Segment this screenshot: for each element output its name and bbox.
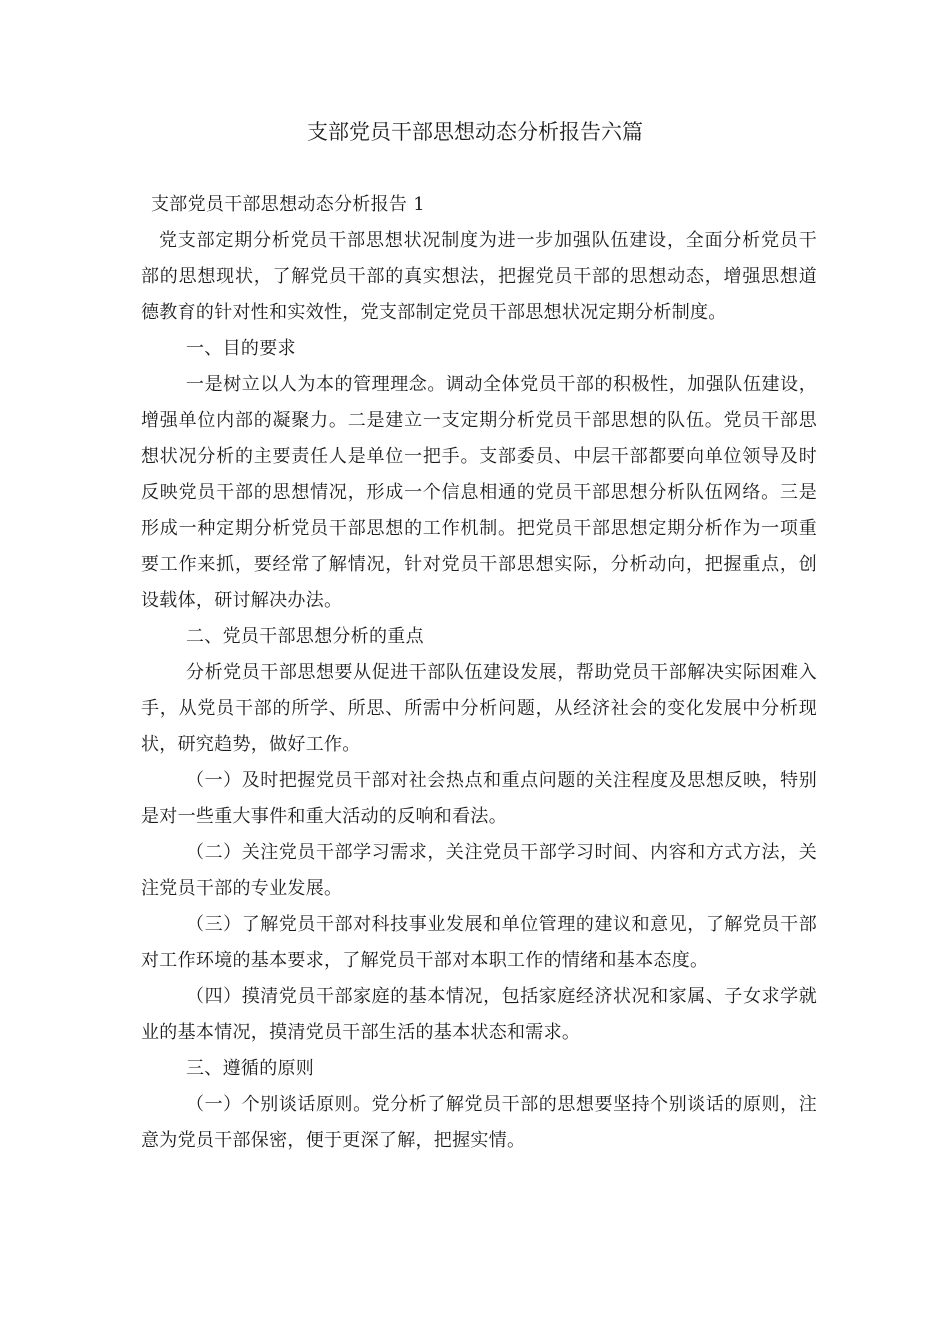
paragraph-focus-item-4: （四）摸清党员干部家庭的基本情况，包括家庭经济状况和家属、子女求学就业的基本情况，摸清党员干部生活的基本状态和需求。 [141, 986, 817, 1043]
document-title: 支部党员干部思想动态分析报告六篇 [307, 120, 643, 144]
paragraph-focus: 分析党员干部思想要从促进干部队伍建设发展，帮助党员干部解决实际困难入手，从党员干部的所学、所思、所需中分析问题，从经济社会的变化发展中分析现状，研究趋势，做好工作。 [141, 662, 817, 755]
section-subtitle: 支部党员干部思想动态分析报告 1 [151, 194, 425, 215]
paragraph-intro: 党支部定期分析党员干部思想状况制度为进一步加强队伍建设，全面分析党员干部的思想现状，了解党员干部的真实想法，把握党员干部的思想动态，增强思想道德教育的针对性和实效性，党支部制定党员干部思想状况定期分析制度。 [141, 230, 817, 323]
heading-focus: 二、党员干部思想分析的重点 [186, 626, 424, 647]
paragraph-focus-item-1: （一）及时把握党员干部对社会热点和重点问题的关注程度及思想反映，特别是对一些重大事件和重大活动的反响和看法。 [141, 770, 817, 827]
document-body [141, 187, 817, 1159]
paragraph-focus-item-2: （二）关注党员干部学习需求，关注党员干部学习时间、内容和方式方法，关注党员干部的专业发展。 [141, 842, 817, 899]
heading-purpose: 一、目的要求 [186, 338, 296, 359]
paragraph-purpose: 一是树立以人为本的管理理念。调动全体党员干部的积极性，加强队伍建设，增强单位内部的凝聚力。二是建立一支定期分析党员干部思想的队伍。党员干部思想状况分析的主要责任人是单位一把手。支部委员、中层干部都要向单位领导及时反映党员干部的思想情况，形成一个信息相通的党员干部思想分析队伍网络。三是形成一种定期分析党员干部思想的工作机制。把党员干部思想定期分析作为一项重要工作来抓，要经常了解情况，针对党员干部思想实际，分析动向，把握重点，创设载体，研讨解决办法。 [141, 374, 817, 611]
paragraph-principle-item-1: （一）个别谈话原则。党分析了解党员干部的思想要坚持个别谈话的原则，注意为党员干部保密，便于更深了解，把握实情。 [141, 1094, 817, 1151]
heading-principles: 三、遵循的原则 [186, 1058, 315, 1079]
paragraph-focus-item-3: （三）了解党员干部对科技事业发展和单位管理的建议和意见，了解党员干部对工作环境的基本要求，了解党员干部对本职工作的情绪和基本态度。 [141, 914, 817, 971]
